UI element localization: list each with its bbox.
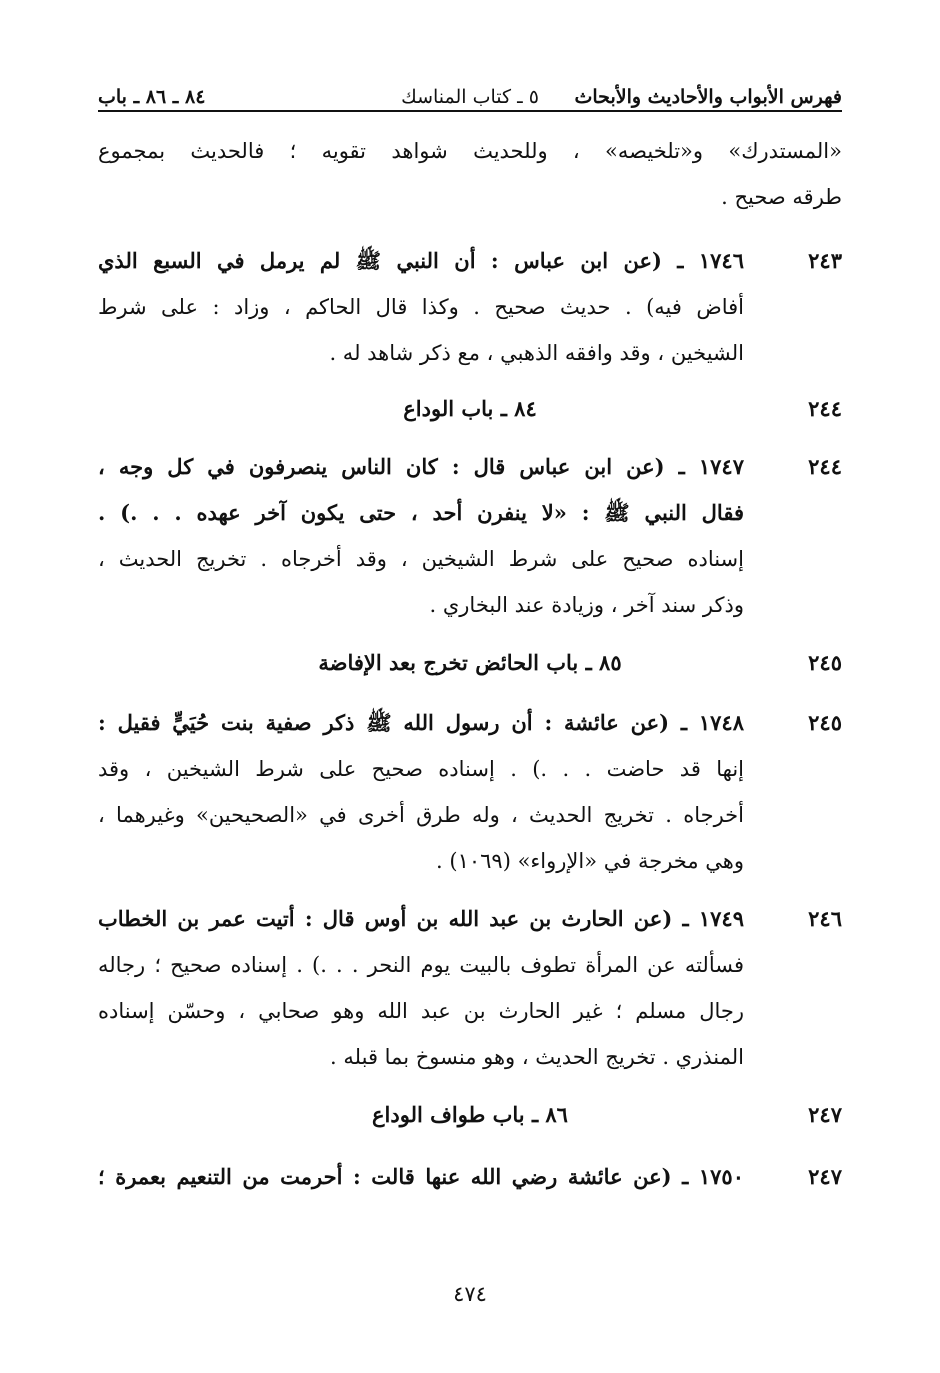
header-section-title: فهرس الأبواب والأحاديث والأبحاث (574, 86, 842, 108)
heading-page-number: ٢٤٧ (808, 1102, 842, 1127)
heading-page-number: ٢٤٥ (808, 650, 842, 675)
entry-body (98, 444, 744, 628)
running-header (98, 74, 842, 108)
entry-body (98, 896, 744, 1080)
hadith-text-line: ١٧٤٩ ـ (عن الحارث بن عبد الله بن أوس قال : أتيت عمر بن الخطاب (98, 906, 744, 931)
header-chapter-range: ٨٤ ـ ٨٦ ـ باب (98, 86, 206, 108)
continuation-text (98, 128, 842, 220)
text-line: فسألته عن المرأة تطوف بالبيت يوم النحر . . .) . إسناده صحيح ؛ رجاله (98, 953, 744, 977)
heading-title: ٨٦ ـ باب طواف الوداع (372, 1102, 568, 1127)
heading-title: ٨٤ ـ باب الوداع (403, 396, 537, 421)
entry-body (98, 238, 744, 376)
hadith-text-line: ١٧٤٧ ـ (عن ابن عباس قال : كان الناس ينصرفون في كل وجه ، (98, 454, 744, 479)
hadith-text-line: ١٧٤٨ ـ (عن عائشة : أن رسول الله ﷺ ذكر صفية بنت حُيَيٍّ فقيل : (98, 710, 744, 735)
text-line: «المستدرك» و«تلخيصه» ، وللحديث شواهد تقويه ؛ فالحديث بمجموع (98, 139, 842, 163)
chapter-heading (98, 1092, 842, 1138)
text-line: أفاض فيه) . حديث صحيح . وكذا قال الحاكم ، وزاد : على شرط (98, 295, 744, 319)
text-line: الشيخين ، وقد وافقه الذهبي ، مع ذكر شاهد له . (329, 341, 744, 365)
text-line: وذكر سند آخر ، وزيادة عند البخاري . (429, 593, 744, 617)
header-rule (98, 110, 842, 112)
entry-page-number: ٢٤٥ (808, 710, 842, 735)
chapter-heading (98, 640, 842, 686)
text-line: طرقه صحيح . (721, 185, 842, 209)
text-line: المنذري . تخريج الحديث ، وهو منسوخ بما قبله . (330, 1045, 744, 1069)
entry-page-number: ٢٤٧ (808, 1164, 842, 1189)
text-line: إسناده صحيح على شرط الشيخين ، وقد أخرجاه . تخريج الحديث ، (98, 547, 744, 571)
entry-page-number: ٢٤٣ (808, 248, 842, 273)
text-line: وهي مخرجة في «الإرواء» (١٠٦٩) . (436, 849, 744, 873)
heading-title: ٨٥ ـ باب الحائض تخرج بعد الإفاضة (318, 650, 622, 675)
header-book-title: ٥ ـ كتاب المناسك (401, 86, 539, 108)
hadith-text-line: ١٧٤٦ ـ (عن ابن عباس : أن النبي ﷺ لم يرمل في السبع الذي (98, 248, 744, 273)
entry-page-number: ٢٤٤ (808, 454, 842, 479)
chapter-heading (98, 386, 842, 432)
heading-page-number: ٢٤٤ (808, 396, 842, 421)
entry-page-number: ٢٤٦ (808, 906, 842, 931)
text-line: إنها قد حاضت . . .) . إسناده صحيح على شرط الشيخين ، وقد (98, 757, 744, 781)
entry-body (98, 700, 744, 884)
hadith-text-line: فقال النبي ﷺ : «لا ينفرن أحد ، حتى يكون آخر عهده . . .) . (98, 500, 744, 525)
text-line: رجال مسلم ؛ غير الحارث بن عبد الله وهو صحابي ، وحسّن إسناده (98, 999, 744, 1023)
page-number: ٤٧٤ (453, 1282, 487, 1306)
hadith-text-line: ١٧٥٠ ـ (عن عائشة رضي الله عنها قالت : أحرمت من التنعيم بعمرة ؛ (98, 1164, 744, 1189)
text-line: أخرجاه . تخريج الحديث ، وله طرق أخرى في «الصحيحين» وغيرهما ، (98, 803, 744, 827)
entry-body (98, 1154, 744, 1200)
